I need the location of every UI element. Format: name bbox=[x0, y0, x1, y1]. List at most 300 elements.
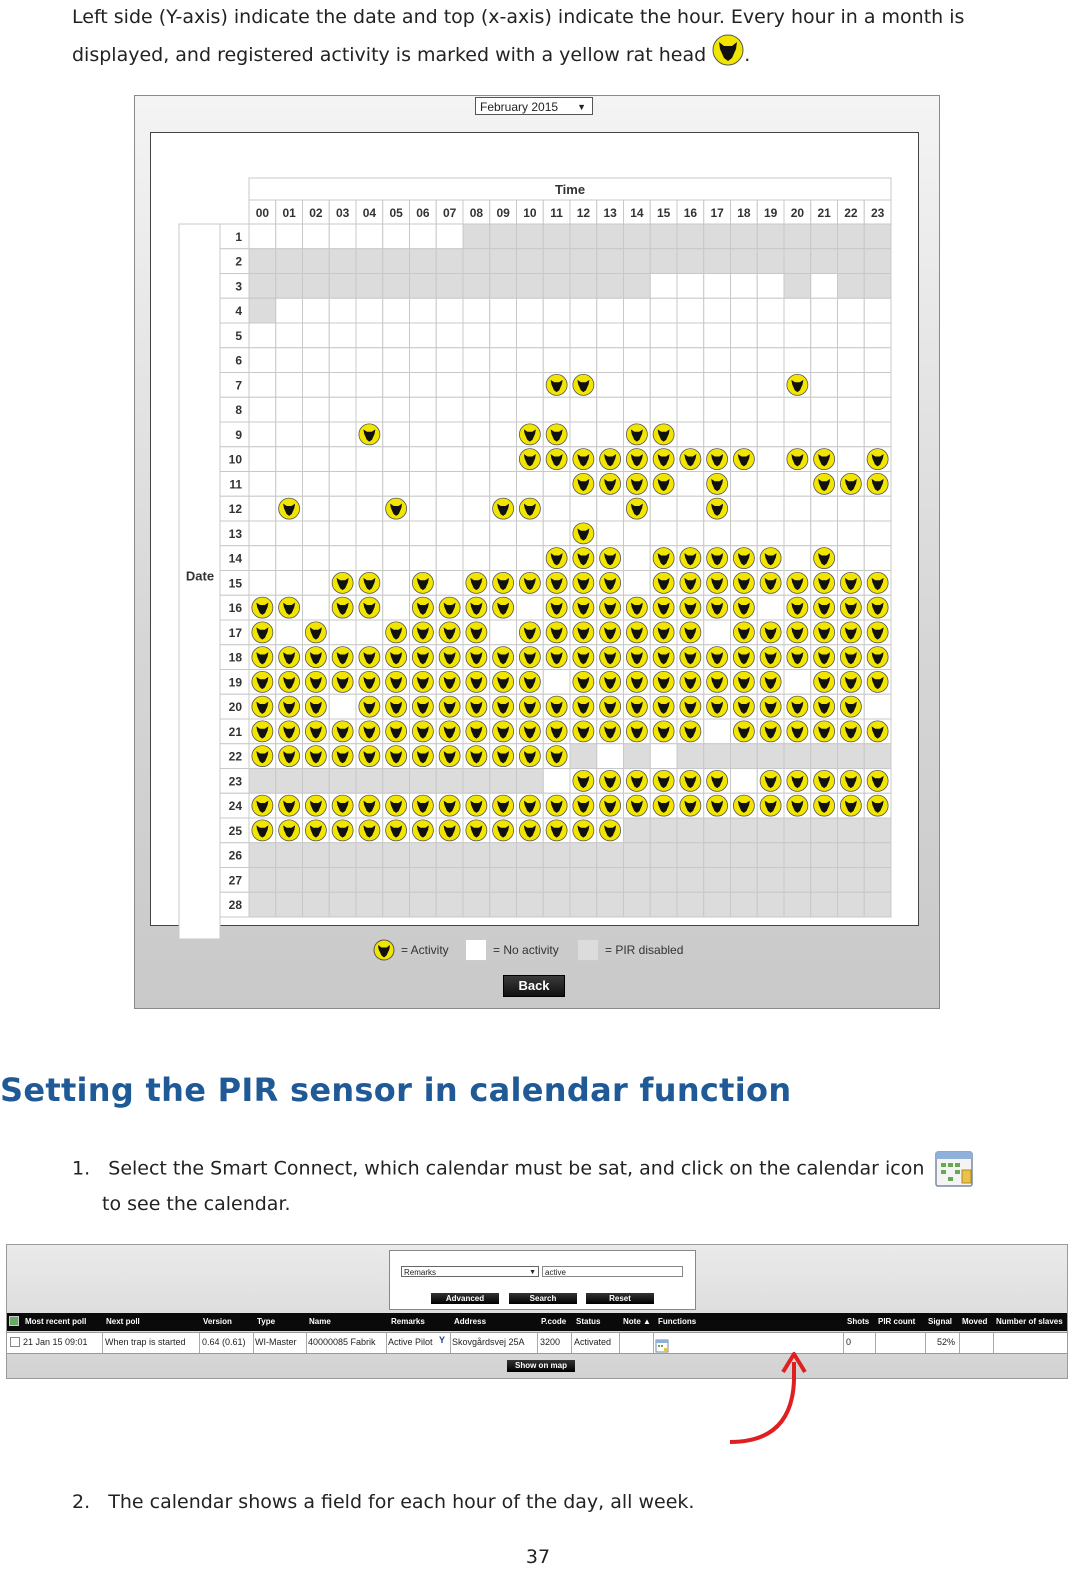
step-2 bbox=[72, 1486, 694, 1518]
pir-disabled-cell bbox=[757, 744, 784, 769]
no-activity-cell bbox=[731, 373, 758, 398]
pir-disabled-cell bbox=[463, 868, 490, 893]
no-activity-cell bbox=[410, 496, 437, 521]
no-activity-cell bbox=[329, 521, 356, 546]
no-activity-cell bbox=[436, 397, 463, 422]
cell-version: 0.64 (0.61) bbox=[202, 1337, 246, 1347]
no-activity-cell bbox=[463, 447, 490, 472]
pir-disabled-cell bbox=[811, 744, 838, 769]
pir-disabled-cell bbox=[784, 868, 811, 893]
no-activity-cell bbox=[303, 521, 330, 546]
pir-disabled-cell bbox=[570, 224, 597, 249]
no-activity-cell bbox=[303, 373, 330, 398]
day-label: 8 bbox=[235, 403, 242, 418]
pir-disabled-cell bbox=[838, 249, 865, 274]
day-label: 24 bbox=[228, 799, 242, 814]
no-activity-cell bbox=[597, 348, 624, 373]
no-activity-cell bbox=[597, 397, 624, 422]
pir-disabled-cell bbox=[303, 892, 330, 917]
hour-label: 17 bbox=[710, 206, 724, 220]
hour-label: 16 bbox=[683, 206, 698, 220]
pir-disabled-cell bbox=[356, 769, 383, 794]
no-activity-cell bbox=[784, 422, 811, 447]
col-pcode[interactable]: P.code bbox=[541, 1317, 567, 1326]
no-activity-cell bbox=[410, 447, 437, 472]
no-activity-cell bbox=[757, 323, 784, 348]
no-activity-cell bbox=[463, 373, 490, 398]
col-functions[interactable]: Functions bbox=[658, 1317, 697, 1326]
no-activity-cell bbox=[650, 323, 677, 348]
no-activity-cell bbox=[784, 546, 811, 571]
pir-disabled-cell bbox=[356, 274, 383, 299]
step-1-continuation: to see the calendar. bbox=[102, 1193, 291, 1215]
no-activity-cell bbox=[436, 447, 463, 472]
no-activity-cell bbox=[650, 744, 677, 769]
show-on-map-button[interactable]: Show on map bbox=[507, 1360, 575, 1372]
no-activity-cell bbox=[356, 521, 383, 546]
no-activity-cell bbox=[490, 447, 517, 472]
day-label: 22 bbox=[228, 749, 242, 764]
day-label: 3 bbox=[235, 279, 242, 294]
no-activity-cell bbox=[677, 521, 704, 546]
no-activity-cell bbox=[757, 397, 784, 422]
pir-disabled-cell bbox=[784, 744, 811, 769]
day-label: 21 bbox=[228, 724, 242, 739]
no-activity-cell bbox=[864, 373, 891, 398]
day-label: 10 bbox=[228, 452, 242, 467]
calendar-icon[interactable] bbox=[655, 1339, 669, 1353]
no-activity-cell bbox=[276, 620, 303, 645]
header-checkbox-icon[interactable] bbox=[9, 1316, 19, 1328]
no-activity-cell bbox=[436, 224, 463, 249]
no-activity-cell bbox=[303, 397, 330, 422]
pir-disabled-cell bbox=[329, 249, 356, 274]
pir-disabled-cell bbox=[276, 274, 303, 299]
no-activity-cell bbox=[811, 373, 838, 398]
day-label: 27 bbox=[228, 873, 242, 888]
no-activity-cell bbox=[463, 348, 490, 373]
pir-disabled-cell bbox=[597, 868, 624, 893]
no-activity-cell bbox=[463, 472, 490, 497]
no-activity-cell bbox=[410, 348, 437, 373]
col-shots[interactable]: Shots bbox=[847, 1317, 870, 1326]
pir-disabled-cell bbox=[677, 744, 704, 769]
no-activity-cell bbox=[383, 571, 410, 596]
pir-disabled-cell bbox=[249, 298, 276, 323]
pir-disabled-cell bbox=[784, 224, 811, 249]
col-version[interactable]: Version bbox=[203, 1317, 232, 1326]
no-activity-cell bbox=[383, 521, 410, 546]
no-activity-cell bbox=[704, 422, 731, 447]
no-activity-cell bbox=[570, 422, 597, 447]
no-activity-cell bbox=[650, 397, 677, 422]
no-activity-cell bbox=[543, 298, 570, 323]
no-activity-cell bbox=[436, 521, 463, 546]
no-activity-cell bbox=[490, 546, 517, 571]
no-activity-cell bbox=[811, 496, 838, 521]
hour-label: 11 bbox=[550, 206, 563, 220]
no-activity-cell bbox=[249, 397, 276, 422]
pir-disabled-cell bbox=[249, 249, 276, 274]
no-activity-cell bbox=[784, 521, 811, 546]
no-activity-cell bbox=[677, 422, 704, 447]
no-activity-cell bbox=[517, 348, 544, 373]
pir-disabled-cell bbox=[731, 249, 758, 274]
intro-line-2 bbox=[72, 34, 1062, 77]
legend-activity-label: = Activity bbox=[401, 943, 449, 957]
no-activity-cell bbox=[276, 397, 303, 422]
no-activity-cell bbox=[356, 373, 383, 398]
no-activity-cell bbox=[356, 496, 383, 521]
no-activity-cell bbox=[383, 348, 410, 373]
pir-disabled-cell bbox=[463, 274, 490, 299]
pir-disabled-cell bbox=[704, 224, 731, 249]
no-activity-cell bbox=[303, 571, 330, 596]
pir-disabled-cell bbox=[410, 769, 437, 794]
no-activity-cell bbox=[249, 546, 276, 571]
no-activity-cell bbox=[329, 397, 356, 422]
pir-disabled-cell bbox=[597, 892, 624, 917]
cell-pcode: 3200 bbox=[540, 1337, 561, 1347]
no-activity-cell bbox=[276, 323, 303, 348]
no-activity-swatch bbox=[465, 939, 487, 961]
pir-disabled-cell bbox=[249, 843, 276, 868]
pir-disabled-cell bbox=[731, 224, 758, 249]
pir-disabled-cell bbox=[543, 843, 570, 868]
calendar-legend bbox=[373, 936, 713, 962]
no-activity-cell bbox=[410, 224, 437, 249]
no-activity-cell bbox=[784, 496, 811, 521]
pir-disabled-cell bbox=[650, 224, 677, 249]
intro-paragraph bbox=[72, 0, 1062, 77]
table-row[interactable] bbox=[7, 1332, 1067, 1354]
calendar-icon bbox=[934, 1150, 974, 1188]
pir-disabled-cell bbox=[624, 892, 651, 917]
pir-disabled-cell bbox=[811, 224, 838, 249]
hour-label: 02 bbox=[309, 206, 323, 220]
no-activity-cell bbox=[864, 422, 891, 447]
no-activity-cell bbox=[757, 373, 784, 398]
pir-disabled-cell bbox=[329, 892, 356, 917]
cell-next-poll: When trap is started bbox=[105, 1337, 186, 1347]
pir-disabled-cell bbox=[490, 249, 517, 274]
no-activity-cell bbox=[731, 323, 758, 348]
no-activity-cell bbox=[570, 298, 597, 323]
pir-disabled-cell bbox=[677, 818, 704, 843]
no-activity-cell bbox=[276, 348, 303, 373]
no-activity-cell bbox=[731, 496, 758, 521]
no-activity-cell bbox=[249, 348, 276, 373]
no-activity-cell bbox=[436, 323, 463, 348]
no-activity-cell bbox=[303, 546, 330, 571]
pir-disabled-cell bbox=[757, 892, 784, 917]
pir-disabled-cell bbox=[704, 868, 731, 893]
no-activity-cell bbox=[704, 323, 731, 348]
pir-disabled-cell bbox=[383, 274, 410, 299]
hour-label: 04 bbox=[362, 206, 377, 220]
no-activity-cell bbox=[490, 348, 517, 373]
pir-disabled-swatch bbox=[577, 939, 599, 961]
no-activity-cell bbox=[383, 422, 410, 447]
col-type[interactable]: Type bbox=[257, 1317, 276, 1326]
calendar-panel bbox=[150, 132, 919, 926]
hour-label: 14 bbox=[630, 206, 644, 220]
no-activity-cell bbox=[410, 521, 437, 546]
no-activity-cell bbox=[383, 472, 410, 497]
day-label: 19 bbox=[228, 675, 242, 690]
hour-label: 06 bbox=[416, 206, 430, 220]
pir-disabled-cell bbox=[410, 868, 437, 893]
day-label: 2 bbox=[235, 254, 242, 269]
no-activity-cell bbox=[329, 620, 356, 645]
no-activity-cell bbox=[410, 472, 437, 497]
no-activity-cell bbox=[838, 298, 865, 323]
section-heading: Setting the PIR sensor in calendar function bbox=[0, 1071, 792, 1109]
pir-disabled-cell bbox=[864, 274, 891, 299]
no-activity-cell bbox=[436, 373, 463, 398]
no-activity-cell bbox=[383, 323, 410, 348]
no-activity-cell bbox=[303, 348, 330, 373]
no-activity-cell bbox=[864, 694, 891, 719]
no-activity-cell bbox=[597, 521, 624, 546]
no-activity-cell bbox=[543, 496, 570, 521]
pir-disabled-cell bbox=[276, 843, 303, 868]
pir-disabled-cell bbox=[249, 274, 276, 299]
no-activity-cell bbox=[811, 298, 838, 323]
month-select[interactable] bbox=[475, 97, 593, 115]
pir-disabled-cell bbox=[410, 892, 437, 917]
no-activity-cell bbox=[570, 397, 597, 422]
hour-label: 20 bbox=[790, 206, 805, 220]
no-activity-cell bbox=[356, 397, 383, 422]
pir-disabled-cell bbox=[864, 249, 891, 274]
day-label: 14 bbox=[228, 551, 242, 566]
pir-disabled-cell bbox=[677, 892, 704, 917]
no-activity-cell bbox=[249, 496, 276, 521]
pir-disabled-cell bbox=[811, 892, 838, 917]
no-activity-cell bbox=[517, 397, 544, 422]
pir-disabled-cell bbox=[249, 769, 276, 794]
pir-disabled-cell bbox=[570, 744, 597, 769]
pir-disabled-cell bbox=[276, 249, 303, 274]
col-next-poll[interactable]: Next poll bbox=[106, 1317, 140, 1326]
no-activity-cell bbox=[436, 546, 463, 571]
pir-disabled-cell bbox=[517, 274, 544, 299]
pir-disabled-cell bbox=[731, 843, 758, 868]
pir-disabled-cell bbox=[757, 818, 784, 843]
no-activity-cell bbox=[517, 521, 544, 546]
no-activity-cell bbox=[757, 472, 784, 497]
filter-select[interactable] bbox=[401, 1266, 539, 1277]
col-number-of-slaves[interactable]: Number of slaves bbox=[996, 1317, 1063, 1326]
no-activity-cell bbox=[731, 521, 758, 546]
day-label: 23 bbox=[228, 774, 242, 789]
cell-remarks: Active Pilot bbox=[388, 1337, 433, 1347]
no-activity-cell bbox=[543, 397, 570, 422]
pir-disabled-cell bbox=[731, 818, 758, 843]
no-activity-cell bbox=[624, 571, 651, 596]
month-select-value: February 2015 bbox=[480, 100, 559, 114]
pir-disabled-cell bbox=[624, 843, 651, 868]
hour-label: 10 bbox=[523, 206, 537, 220]
back-button[interactable]: Back bbox=[503, 975, 565, 997]
no-activity-cell bbox=[517, 595, 544, 620]
no-activity-cell bbox=[356, 620, 383, 645]
pir-disabled-cell bbox=[276, 892, 303, 917]
no-activity-cell bbox=[329, 546, 356, 571]
filter-value-input[interactable]: active bbox=[542, 1266, 683, 1277]
no-activity-cell bbox=[838, 323, 865, 348]
hour-label: 07 bbox=[442, 206, 457, 220]
day-label: 12 bbox=[228, 502, 242, 517]
cell-most-recent-poll: 21 Jan 15 09:01 bbox=[23, 1337, 88, 1347]
no-activity-cell bbox=[650, 521, 677, 546]
pir-disabled-cell bbox=[570, 892, 597, 917]
no-activity-cell bbox=[704, 397, 731, 422]
col-signal[interactable]: Signal bbox=[928, 1317, 953, 1326]
intro-line-2-end: . bbox=[744, 44, 751, 66]
pir-disabled-cell bbox=[517, 868, 544, 893]
day-label: 16 bbox=[228, 601, 242, 616]
no-activity-cell bbox=[757, 496, 784, 521]
pir-disabled-cell bbox=[784, 818, 811, 843]
day-label: 4 bbox=[235, 304, 242, 319]
pir-disabled-cell bbox=[329, 274, 356, 299]
pir-disabled-cell bbox=[383, 892, 410, 917]
advanced-button[interactable]: Advanced bbox=[431, 1293, 499, 1304]
pir-disabled-cell bbox=[463, 843, 490, 868]
time-axis-label: Time bbox=[554, 182, 586, 197]
no-activity-cell bbox=[677, 496, 704, 521]
col-name[interactable]: Name bbox=[309, 1317, 331, 1326]
no-activity-cell bbox=[757, 274, 784, 299]
cell-status: Activated bbox=[574, 1337, 612, 1347]
intro-line-1: Left side (Y-axis) indicate the date and top (x-axis) indicate the hour. Every hour in a month is bbox=[72, 6, 965, 28]
no-activity-cell bbox=[276, 546, 303, 571]
date-axis-label: Date bbox=[185, 568, 215, 584]
col-moved[interactable]: Moved bbox=[962, 1317, 988, 1326]
no-activity-cell bbox=[838, 496, 865, 521]
no-activity-cell bbox=[249, 571, 276, 596]
no-activity-cell bbox=[624, 521, 651, 546]
pir-disabled-cell bbox=[383, 249, 410, 274]
pir-disabled-cell bbox=[543, 249, 570, 274]
no-activity-cell bbox=[757, 298, 784, 323]
pir-disabled-cell bbox=[864, 868, 891, 893]
pir-disabled-cell bbox=[463, 224, 490, 249]
day-label: 9 bbox=[235, 427, 242, 442]
no-activity-cell bbox=[731, 397, 758, 422]
pir-disabled-cell bbox=[410, 843, 437, 868]
no-activity-cell bbox=[329, 422, 356, 447]
pir-disabled-cell bbox=[436, 274, 463, 299]
no-activity-cell bbox=[597, 323, 624, 348]
legend-no-activity bbox=[465, 939, 559, 961]
pir-disabled-cell bbox=[383, 868, 410, 893]
pir-disabled-cell bbox=[249, 892, 276, 917]
no-activity-cell bbox=[731, 298, 758, 323]
hour-label: 18 bbox=[737, 206, 751, 220]
pir-disabled-cell bbox=[811, 818, 838, 843]
search-button[interactable]: Search bbox=[509, 1293, 577, 1304]
no-activity-cell bbox=[383, 397, 410, 422]
pir-disabled-cell bbox=[838, 892, 865, 917]
pir-disabled-cell bbox=[436, 769, 463, 794]
no-activity-cell bbox=[543, 670, 570, 695]
no-activity-cell bbox=[303, 323, 330, 348]
pir-disabled-cell bbox=[276, 769, 303, 794]
no-activity-cell bbox=[463, 298, 490, 323]
col-remarks[interactable]: Remarks bbox=[391, 1317, 425, 1326]
no-activity-cell bbox=[463, 323, 490, 348]
no-activity-cell bbox=[731, 348, 758, 373]
step-2-number: 2. bbox=[72, 1491, 91, 1513]
no-activity-cell bbox=[811, 274, 838, 299]
chevron-down-icon: ▼ bbox=[577, 102, 586, 112]
no-activity-cell bbox=[410, 397, 437, 422]
no-activity-cell bbox=[276, 298, 303, 323]
no-activity-cell bbox=[356, 546, 383, 571]
cell-address: Skovgårdsvej 25A bbox=[452, 1337, 525, 1347]
pir-disabled-cell bbox=[356, 249, 383, 274]
col-address[interactable]: Address bbox=[454, 1317, 487, 1326]
no-activity-cell bbox=[517, 298, 544, 323]
col-status[interactable]: Status bbox=[576, 1317, 601, 1326]
col-note[interactable]: Note ▲ bbox=[623, 1317, 651, 1326]
no-activity-cell bbox=[597, 422, 624, 447]
hour-label: 12 bbox=[576, 206, 591, 220]
pir-disabled-cell bbox=[570, 843, 597, 868]
no-activity-cell bbox=[356, 348, 383, 373]
hour-label: 23 bbox=[870, 206, 885, 220]
row-checkbox[interactable] bbox=[10, 1337, 20, 1349]
cell-signal: 52% bbox=[937, 1337, 956, 1347]
no-activity-cell bbox=[276, 422, 303, 447]
hour-label: 05 bbox=[389, 206, 403, 220]
search-panel bbox=[389, 1250, 696, 1310]
pir-disabled-cell bbox=[677, 868, 704, 893]
pir-disabled-cell bbox=[677, 843, 704, 868]
no-activity-cell bbox=[757, 422, 784, 447]
pir-disabled-cell bbox=[517, 249, 544, 274]
day-label: 20 bbox=[228, 700, 242, 715]
col-most-recent-poll[interactable]: Most recent poll bbox=[25, 1317, 87, 1326]
no-activity-cell bbox=[436, 348, 463, 373]
calendar-grid bbox=[179, 160, 891, 913]
step-1-text: Select the Smart Connect, which calendar must be sat, and click on the calendar icon bbox=[108, 1157, 925, 1180]
hour-label: 13 bbox=[603, 206, 617, 220]
no-activity-cell bbox=[650, 274, 677, 299]
hour-label: 03 bbox=[335, 206, 350, 220]
hour-label: 15 bbox=[656, 206, 671, 220]
pir-disabled-cell bbox=[838, 818, 865, 843]
no-activity-cell bbox=[838, 521, 865, 546]
pir-disabled-cell bbox=[543, 274, 570, 299]
pir-disabled-cell bbox=[517, 892, 544, 917]
no-activity-cell bbox=[249, 521, 276, 546]
day-label: 26 bbox=[228, 848, 242, 863]
pir-disabled-cell bbox=[570, 868, 597, 893]
no-activity-cell bbox=[597, 744, 624, 769]
no-activity-cell bbox=[356, 224, 383, 249]
col-pir-count[interactable]: PIR count bbox=[878, 1317, 916, 1326]
no-activity-cell bbox=[838, 397, 865, 422]
pir-disabled-cell bbox=[597, 224, 624, 249]
no-activity-cell bbox=[811, 348, 838, 373]
no-activity-cell bbox=[490, 298, 517, 323]
reset-button[interactable]: Reset bbox=[586, 1293, 654, 1304]
pir-disabled-cell bbox=[811, 249, 838, 274]
